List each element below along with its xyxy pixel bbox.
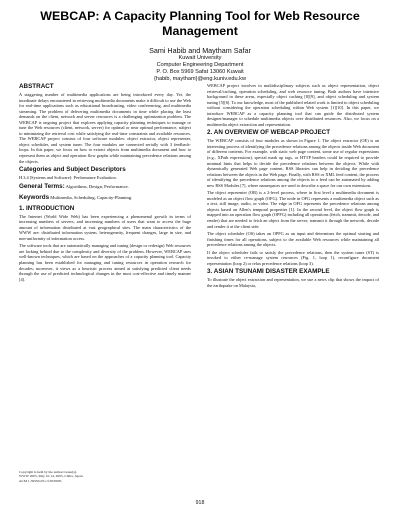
footnote-line-2: WWW 2005, May 10-14, 2005, Chiba, Japan. xyxy=(19,474,84,479)
page-number: 918 xyxy=(195,500,205,506)
general-terms-text: Algorithms, Design, Performance. xyxy=(65,183,129,189)
introduction-paragraph-1: The Internet (World Wide Web) has been experiencing a phenomenal growth in terms of increasing numbers of servers, and increasing numbers of users that want to access the huge amount of information distributed at vast geographical sites. The main characteristics of the WWW are: distributed information system, heterogeneity, frequent changes, large in size, and non-uniformity of information access. xyxy=(19,213,191,241)
abstract-text: A staggering number of multimedia applications are being introduced every day. Yet, the inordinate delays encountered in retrieving multimedia documents make it difficult to use the Web for real-time applications such as educational broadcasting, video conferencing, and multimedia streaming. The problem of delivering multimedia documents in time while placing the least demands on the client, network and server resources is a challenging optimization problem. The WEBCAP is ongoing project that explores applying capacity planning techniques to manage or tune the Web resources (client, network, server) for optimal or near optimal performance, subject to minimizing the retrieval cost while satisfying the real-time constraints and available resources. The WEBCAP project consists of four software modules: object extractor, object representer, object scheduler, and system tuner. The four modules are connected serially with 3 feedback-loops. In this paper, we focus on how to extract objects from multimedia document and how to represent them as object and operation flow graphs while maintaining precedence relations among the objects. xyxy=(19,92,191,164)
section-3-heading: 3. ASIAN TSUNAMI DISASTER EXAMPLE xyxy=(207,268,330,276)
footnote-line-1: Copyright is held by the author/owner(s). xyxy=(19,470,77,474)
right-column xyxy=(207,83,379,291)
footnote-line-3: ACM 1-59593-051-5/05/0005. xyxy=(19,478,63,483)
author-affiliation: Kuwait University xyxy=(178,55,222,61)
author-department: Computer Engineering Department xyxy=(156,61,244,68)
author-email: {habib, maytham}@eng.kuniv.edu.kw xyxy=(153,75,247,82)
general-terms-line xyxy=(19,183,191,191)
copyright-footnote xyxy=(19,470,169,483)
abstract-heading: ABSTRACT xyxy=(19,83,54,90)
project-paragraph: WEBCAP project involves in multidisciplinary subjects such as object representation, object retrieval/caching, operation scheduling, and web resource tuning. Both authors have intensive background in these areas, especially object caching [8][9], and object scheduling and system tuning [5][6]. To our knowledge, most of the published related work is limited to object scheduling without considering the operation scheduling within Web system [1][10]. In this paper, we introduce WEBCAP as a capacity planning tool that can guide the distributed system designer/manager to schedule multimedia objects over distributed resources. Also, we focus on a multimedia object extraction and representation. xyxy=(207,83,380,127)
section-2-paragraph-4: If the object scheduler fails to satisfy the precedence relations, then the system tuner (ST) is invoked to either re-manage system resources (Fig. 1, loop 1), reconfigure document representation (loop 2) or relax precedence relations (loop 3). xyxy=(207,249,379,266)
left-column xyxy=(19,83,191,284)
categories-heading: Categories and Subject Descriptors xyxy=(19,166,126,174)
section-2-heading: 2. AN OVERVIEW OF WEBCAP PROJECT xyxy=(207,129,331,137)
keywords-heading: Keywords xyxy=(19,193,50,201)
author-block xyxy=(60,46,340,83)
section-2-paragraph-1: The WEBCAP consists of four modules as shown in Figure 1. The object extractor (OE) is an interesting process of identifying the precedence relations among the objects inside Web document of different contents. For example, with static web page content, some use of regular expressions (e.g., XPath expressions), special mark up tags, or HTTP headers could be required to provide minimal hints that helps to decide the precedence relations between the objects. While with dynamically generated Web page content, RSS libraries can help in deciding the precedence relations between the objects in the Web page. Finally, with RSS or XML feed content, the process of identifying the precedence relations among the objects in a feed can be automated by adding new RSS Modules [7], where namespaces are used to describe a space for our own extensions. xyxy=(207,138,379,188)
introduction-heading: 1. INTRODUCTION xyxy=(19,204,75,212)
general-terms-heading: General Terms: xyxy=(19,182,65,190)
author-address: P. O. Box 5969 Safat 13060 Kuwait xyxy=(156,68,244,75)
author-names: Sami Habib and Maytham Safar xyxy=(149,46,251,55)
categories-text: H.3.4 [Systems and Software]: Performance Evaluation. xyxy=(19,175,117,181)
paper-title: WEBCAP: A Capacity Planning Tool for Web Resource Management xyxy=(40,9,360,38)
keywords-text: Multimedia, Scheduling, Capacity-Planning. xyxy=(50,194,133,200)
section-2-paragraph-3: The object scheduler (OS) takes an OPFG as an input and determines the optimal starting and finishing times for all operations, subject to the available Web resources while maintaining all precedence relations among the objects. xyxy=(207,231,379,248)
section-3-paragraph-1: To illustrate the object extraction and representation, we use a news clip that shows the impact of the earthquake on Malaysia, xyxy=(207,277,379,288)
introduction-paragraph-2: The software tools that are automatically managing and tuning (design or redesign) Web resources are lacking behind due to the complexity and diversity of the problem. However, WEBCAP uses well-known techniques, which are based on the approaches of a capacity planning tool. Capacity planning has been established for managing and tuning resources in operation research for decades; moreover, it views as a heuristic process aimed at satisfying predicted client needs through the use of predicted technological changes in the most cost-effective and timely manner [4]. xyxy=(19,243,191,282)
section-2-paragraph-2: The object representer (OR) is a 2-level process, where in first level a multimedia document is modeled as an object flow graph (OFG). The node in OFG represents a multimedia object such as a text, still image, audio, or video. The edge in OFG represents the precedence relations among objects based on Allen's temporal properties [1]. In the second level, the object flow graph is mapped into an operation flow graph (OPFG) including all operations (fetch, transmit, decode, and render) that are needed to fetch an object from the server, transmit it through the network, decode and render it at the client side. xyxy=(207,190,380,229)
keywords-line xyxy=(19,194,191,202)
